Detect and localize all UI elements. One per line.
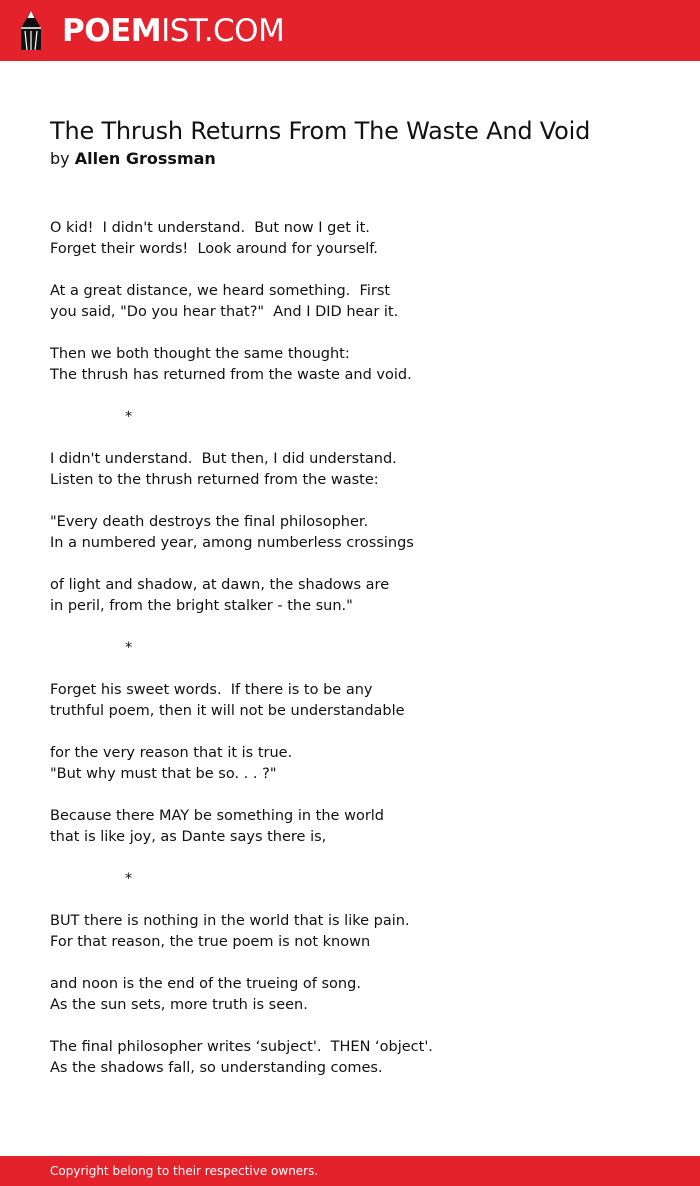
site-logo[interactable] xyxy=(62,11,284,51)
stanza xyxy=(50,974,670,1016)
poem-line: At a great distance, we heard something. First xyxy=(50,283,391,299)
poem-line: Listen to the thrush returned from the waste: xyxy=(50,472,379,488)
stanza xyxy=(50,281,670,323)
poem-line: Forget his sweet words. If there is to be any xyxy=(50,682,373,698)
poem-line: Then we both thought the same thought: xyxy=(50,346,350,362)
by-label: by xyxy=(50,149,70,168)
stanza xyxy=(50,449,670,491)
stanza xyxy=(50,512,670,554)
poem-line: in peril, from the bright stalker - the sun." xyxy=(50,598,353,614)
poem-line: truthful poem, then it will not be understandable xyxy=(50,703,405,719)
byline xyxy=(50,148,216,170)
stanza xyxy=(50,806,670,848)
poem-line: BUT there is nothing in the world that is like pain. xyxy=(50,913,410,929)
brand-bold-text: POEM xyxy=(62,13,162,49)
poem-line: The thrush has returned from the waste and void. xyxy=(50,367,412,383)
poem-line: As the shadows fall, so understanding comes. xyxy=(50,1060,383,1076)
author-name[interactable]: Allen Grossman xyxy=(74,149,216,168)
stanza xyxy=(50,1037,670,1079)
poem-line: O kid! I didn't understand. But now I get it. xyxy=(50,220,370,236)
poem-line: "Every death destroys the final philosopher. xyxy=(50,514,369,530)
poem-line: and noon is the end of the trueing of song. xyxy=(50,976,361,992)
copyright-text: Copyright belong to their respective owners. xyxy=(50,1164,319,1178)
section-separator: * xyxy=(125,409,133,425)
poem-line: As the sun sets, more truth is seen. xyxy=(50,997,308,1013)
poem-line: Because there MAY be something in the world xyxy=(50,808,385,824)
brand-thin-text: IST.COM xyxy=(161,13,285,49)
poem-body xyxy=(50,218,670,1100)
poem-line: The final philosopher writes ‘subject'. THEN ‘object'. xyxy=(50,1039,433,1055)
stanza xyxy=(50,218,670,260)
poem-line: you said, "Do you hear that?" And I DID hear it. xyxy=(50,304,399,320)
site-footer xyxy=(0,1156,700,1186)
poem-line: In a numbered year, among numberless crossings xyxy=(50,535,414,551)
section-separator: * xyxy=(125,640,133,656)
stanza xyxy=(50,575,670,617)
site-header xyxy=(0,0,700,61)
poem-line: of light and shadow, at dawn, the shadows are xyxy=(50,577,390,593)
stanza xyxy=(50,743,670,785)
stanza xyxy=(50,911,670,953)
section-separator: * xyxy=(125,871,133,887)
stanza xyxy=(50,344,670,386)
poem-line: "But why must that be so. . . ?" xyxy=(50,766,277,782)
poem-line: that is like joy, as Dante says there is, xyxy=(50,829,327,845)
poem-title: The Thrush Returns From The Waste And Void xyxy=(50,117,591,145)
poem-line: I didn't understand. But then, I did understand. xyxy=(50,451,397,467)
poem-line: For that reason, the true poem is not known xyxy=(50,934,371,950)
poem-line: for the very reason that it is true. xyxy=(50,745,293,761)
poem-line: Forget their words! Look around for yourself. xyxy=(50,241,378,257)
pencil-icon[interactable] xyxy=(18,10,44,52)
stanza xyxy=(50,680,670,722)
